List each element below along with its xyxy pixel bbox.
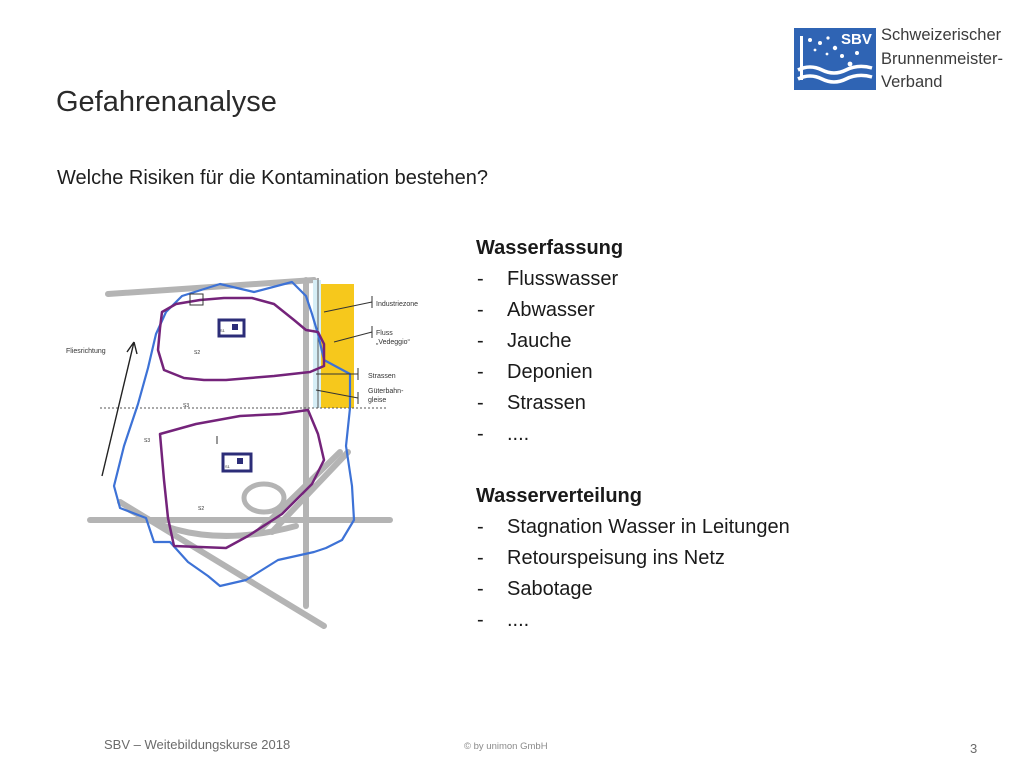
list-wasserverteilung bbox=[476, 512, 996, 636]
list-item-text: Retourspeisung ins Netz bbox=[507, 547, 725, 569]
legend-river-label: Fluss bbox=[376, 330, 393, 337]
list-item bbox=[476, 605, 996, 636]
list-item-text: Stagnation Wasser in Leitungen bbox=[507, 516, 790, 538]
bullet-dash: - bbox=[477, 609, 484, 631]
footer-course-label: SBV – Weitebildungskurse 2018 bbox=[104, 737, 291, 752]
list-item-text: Strassen bbox=[507, 392, 586, 414]
slide-subtitle: Welche Risiken für die Kontamination bestehen? bbox=[57, 167, 488, 189]
flow-direction-label: Fliesrichtung bbox=[66, 348, 106, 355]
legend-industry-label: Industriezone bbox=[376, 301, 419, 308]
bullet-dash: - bbox=[477, 299, 484, 321]
bullet-dash: - bbox=[477, 516, 484, 538]
logo-abbr: SBV bbox=[841, 31, 872, 48]
bullet-dash: - bbox=[477, 268, 484, 290]
list-item bbox=[476, 512, 996, 543]
zone-label: S3 bbox=[183, 403, 190, 409]
road-roundabout bbox=[244, 484, 284, 512]
list-item-text: Sabotage bbox=[507, 578, 593, 600]
sbv-logo-mark-icon bbox=[794, 28, 876, 90]
risk-sections bbox=[476, 233, 996, 636]
zone-label: S2 bbox=[198, 506, 205, 512]
list-item-text: Deponien bbox=[507, 361, 593, 383]
logo-name bbox=[881, 24, 1003, 95]
list-item bbox=[476, 295, 996, 326]
legend-roads-label: Strassen bbox=[368, 373, 396, 380]
section-heading-wasserverteilung: Wasserverteilung bbox=[476, 485, 642, 507]
legend-rail-label-2: gleise bbox=[368, 397, 387, 404]
list-item bbox=[476, 574, 996, 605]
page-number: 3 bbox=[970, 741, 978, 756]
zone-label: S3 bbox=[144, 438, 151, 444]
section-gap bbox=[476, 450, 996, 481]
zone-s2-top bbox=[158, 298, 324, 380]
bullet-dash: - bbox=[477, 361, 484, 383]
bullet-dash: - bbox=[477, 423, 484, 445]
slide-title: Gefahrenanalyse bbox=[56, 86, 277, 118]
list-item-text: Jauche bbox=[507, 330, 572, 352]
bullet-dash: - bbox=[477, 330, 484, 352]
bullet-dash: - bbox=[477, 392, 484, 414]
list-item bbox=[476, 326, 996, 357]
list-item-text: Abwasser bbox=[507, 299, 595, 321]
list-item bbox=[476, 357, 996, 388]
list-item-text: Flusswasser bbox=[507, 268, 619, 290]
bullet-dash: - bbox=[477, 578, 484, 600]
logo-line: Verband bbox=[881, 73, 943, 91]
bullet-dash: - bbox=[477, 547, 484, 569]
sbv-logo bbox=[794, 22, 1014, 94]
list-item-text: .... bbox=[507, 609, 530, 631]
list-item bbox=[476, 388, 996, 419]
legend-river-name-label: „Vedeggio“ bbox=[376, 339, 410, 346]
list-item bbox=[476, 264, 996, 295]
logo-line: Schweizerischer bbox=[881, 26, 1002, 44]
zone-s2-bottom bbox=[160, 410, 324, 548]
list-item bbox=[476, 543, 996, 574]
wellhead-core bbox=[237, 458, 243, 464]
list-wasserfassung bbox=[476, 264, 996, 450]
list-item bbox=[476, 419, 996, 450]
logo-line: Brunnenmeister- bbox=[881, 49, 1003, 68]
list-item-text: .... bbox=[507, 423, 530, 445]
zone-label: S2 bbox=[194, 350, 201, 356]
section-heading-wasserfassung: Wasserfassung bbox=[476, 237, 624, 259]
legend-rail-label: Güterbahn- bbox=[368, 388, 404, 395]
wellhead-core bbox=[232, 324, 238, 330]
footer-copyright: © by unimon GmbH bbox=[464, 741, 548, 752]
groundwater-protection-zone-map bbox=[60, 270, 420, 640]
zone-label: S1 bbox=[225, 464, 230, 469]
zone-label: S1 bbox=[220, 328, 225, 333]
flow-arrow bbox=[102, 342, 134, 476]
